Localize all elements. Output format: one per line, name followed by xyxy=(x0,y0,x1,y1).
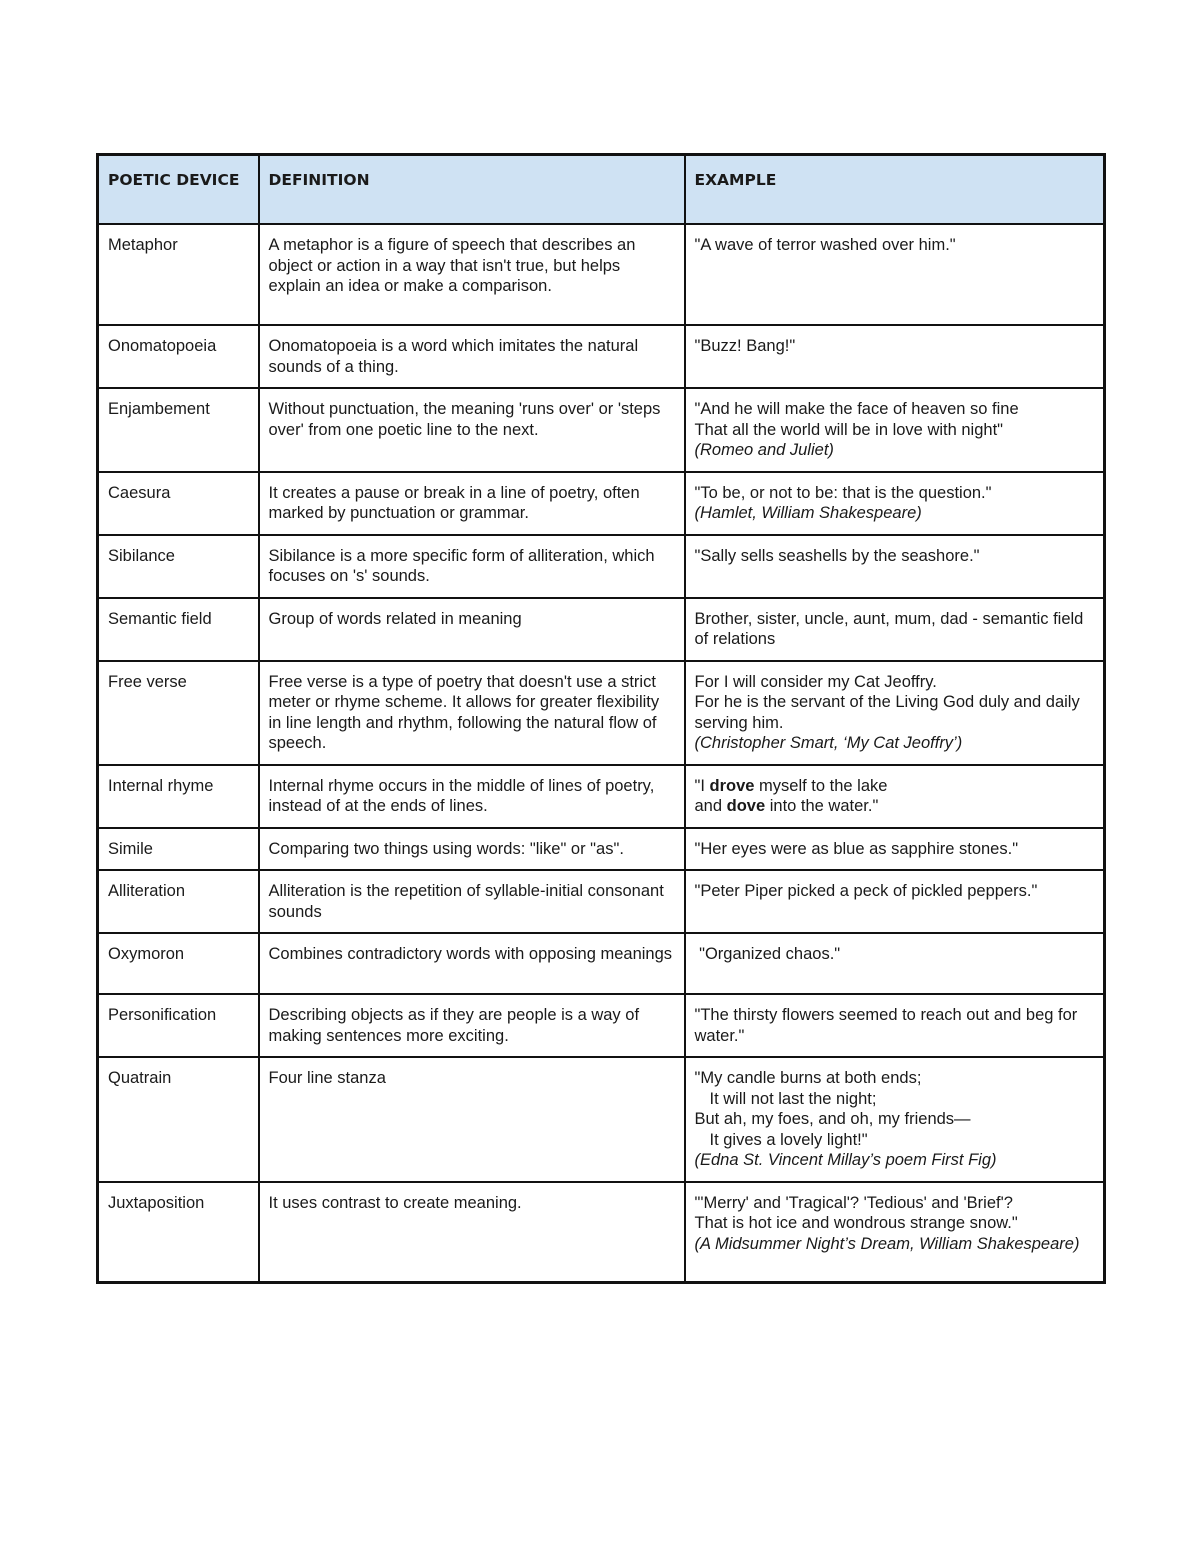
example-line: "My candle burns at both ends; xyxy=(694,1069,922,1087)
example-rhyme-word: dove xyxy=(726,797,766,815)
device-name-cell: Onomatopoeia xyxy=(98,325,259,388)
example-line: "The thirsty flowers seemed to reach out and beg for water." xyxy=(694,1006,1082,1045)
example-line: "Sally sells seashells by the seashore." xyxy=(694,546,980,565)
example-citation: (A Midsummer Night’s Dream, William Shakespeare) xyxy=(694,1234,1080,1253)
table-row xyxy=(98,1182,1105,1283)
example-cell xyxy=(685,388,1105,472)
device-name-cell: Caesura xyxy=(98,472,259,535)
header-definition: DEFINITION xyxy=(259,155,685,225)
example-text: "I xyxy=(694,776,710,795)
example-text: into the water." xyxy=(765,797,879,815)
table-row xyxy=(98,325,1105,388)
example-line: "Her eyes were as blue as sapphire stones." xyxy=(694,839,1019,858)
definition-cell: Internal rhyme occurs in the middle of lines of poetry, instead of at the ends of lines. xyxy=(259,765,685,828)
definition-cell: Combines contradictory words with opposing meanings xyxy=(259,933,685,994)
example-rhyme-word: drove xyxy=(709,776,755,795)
definition-cell: Comparing two things using words: "like" or "as". xyxy=(259,828,685,871)
device-name-cell: Quatrain xyxy=(98,1057,259,1182)
table-body xyxy=(98,224,1105,1283)
example-line: "'Merry' and 'Tragical'? 'Tedious' and 'Brief'? xyxy=(694,1193,1013,1212)
example-line: It gives a lovely light!" xyxy=(709,1130,868,1149)
table-row xyxy=(98,933,1105,994)
table-header xyxy=(98,155,1105,225)
example-cell xyxy=(685,828,1105,871)
example-cell xyxy=(685,870,1105,933)
example-cell xyxy=(685,933,1105,994)
example-line: "To be, or not to be: that is the question." xyxy=(694,483,992,502)
device-name-cell: Personification xyxy=(98,994,259,1057)
device-name-cell: Sibilance xyxy=(98,535,259,598)
example-line: For he is the servant of the Living God duly and daily serving him. xyxy=(694,693,1085,732)
example-cell xyxy=(685,535,1105,598)
device-name-cell: Simile xyxy=(98,828,259,871)
example-line: It will not last the night; xyxy=(709,1089,877,1108)
example-line: "A wave of terror washed over him." xyxy=(694,236,956,254)
example-line: For I will consider my Cat Jeoffry. xyxy=(694,672,937,691)
definition-cell: Sibilance is a more specific form of alliteration, which focuses on 's' sounds. xyxy=(259,535,685,598)
example-text: and xyxy=(694,797,727,815)
definition-cell: Without punctuation, the meaning 'runs over' or 'steps over' from one poetic line to the next. xyxy=(259,388,685,472)
example-citation: (Romeo and Juliet) xyxy=(694,441,834,459)
example-line xyxy=(695,796,1095,817)
device-name-cell: Semantic field xyxy=(98,598,259,661)
example-line: That is hot ice and wondrous strange snow." xyxy=(694,1214,1018,1232)
definition-cell: Alliteration is the repetition of syllable-initial consonant sounds xyxy=(259,870,685,933)
example-line: That all the world will be in love with night" xyxy=(694,420,1004,439)
device-name-cell: Oxymoron xyxy=(98,933,259,994)
device-name-cell: Free verse xyxy=(98,661,259,765)
example-cell xyxy=(685,661,1105,765)
table-row xyxy=(98,472,1105,535)
definition-cell: A metaphor is a figure of speech that describes an object or action in a way that isn't true, but helps explain an idea or make a comparison. xyxy=(259,224,685,325)
header-example: EXAMPLE xyxy=(685,155,1105,225)
header-poetic-device: POETIC DEVICE xyxy=(98,155,259,225)
example-citation: (Edna St. Vincent Millay’s poem First Fig) xyxy=(694,1151,997,1169)
example-cell xyxy=(685,994,1105,1057)
definition-cell: Onomatopoeia is a word which imitates the natural sounds of a thing. xyxy=(259,325,685,388)
table-row xyxy=(98,828,1105,871)
example-line: "Organized chaos." xyxy=(694,945,841,963)
table-row xyxy=(98,224,1105,325)
device-name-cell: Enjambement xyxy=(98,388,259,472)
table-row xyxy=(98,870,1105,933)
device-name-cell: Internal rhyme xyxy=(98,765,259,828)
table-row xyxy=(98,994,1105,1057)
table-row xyxy=(98,388,1105,472)
example-cell xyxy=(685,472,1105,535)
example-line: "Buzz! Bang!" xyxy=(694,337,796,355)
table-row xyxy=(98,661,1105,765)
example-cell xyxy=(685,765,1105,828)
table-row xyxy=(98,1057,1105,1182)
example-line xyxy=(695,776,1095,797)
poetic-devices-table xyxy=(96,153,1106,1284)
device-name-cell: Alliteration xyxy=(98,870,259,933)
example-line: "Peter Piper picked a peck of pickled peppers." xyxy=(694,882,1038,900)
definition-cell: Group of words related in meaning xyxy=(259,598,685,661)
definition-cell: Free verse is a type of poetry that doesn't use a strict meter or rhyme scheme. It allows for greater flexibility in line length and rhythm, following the natural flow of speech. xyxy=(259,661,685,765)
example-cell xyxy=(685,325,1105,388)
example-cell xyxy=(685,1182,1105,1283)
example-cell xyxy=(685,1057,1105,1182)
example-text: myself to the lake xyxy=(754,776,888,795)
device-name-cell: Juxtaposition xyxy=(98,1182,259,1283)
example-line: But ah, my foes, and oh, my friends— xyxy=(694,1110,971,1128)
definition-cell: It uses contrast to create meaning. xyxy=(259,1182,685,1283)
table-row xyxy=(98,535,1105,598)
example-cell xyxy=(685,598,1105,661)
example-line: "And he will make the face of heaven so fine xyxy=(694,400,1019,418)
definition-cell: Four line stanza xyxy=(259,1057,685,1182)
header-row xyxy=(98,155,1105,225)
table-row xyxy=(98,598,1105,661)
device-name-cell: Metaphor xyxy=(98,224,259,325)
example-citation: (Christopher Smart, ‘My Cat Jeoffry’) xyxy=(694,734,963,752)
table-row xyxy=(98,765,1105,828)
example-line: Brother, sister, uncle, aunt, mum, dad - semantic field of relations xyxy=(694,609,1088,648)
definition-cell: It creates a pause or break in a line of poetry, often marked by punctuation or grammar. xyxy=(259,472,685,535)
example-citation: (Hamlet, William Shakespeare) xyxy=(694,504,922,522)
example-cell xyxy=(685,224,1105,325)
definition-cell: Describing objects as if they are people is a way of making sentences more exciting. xyxy=(259,994,685,1057)
